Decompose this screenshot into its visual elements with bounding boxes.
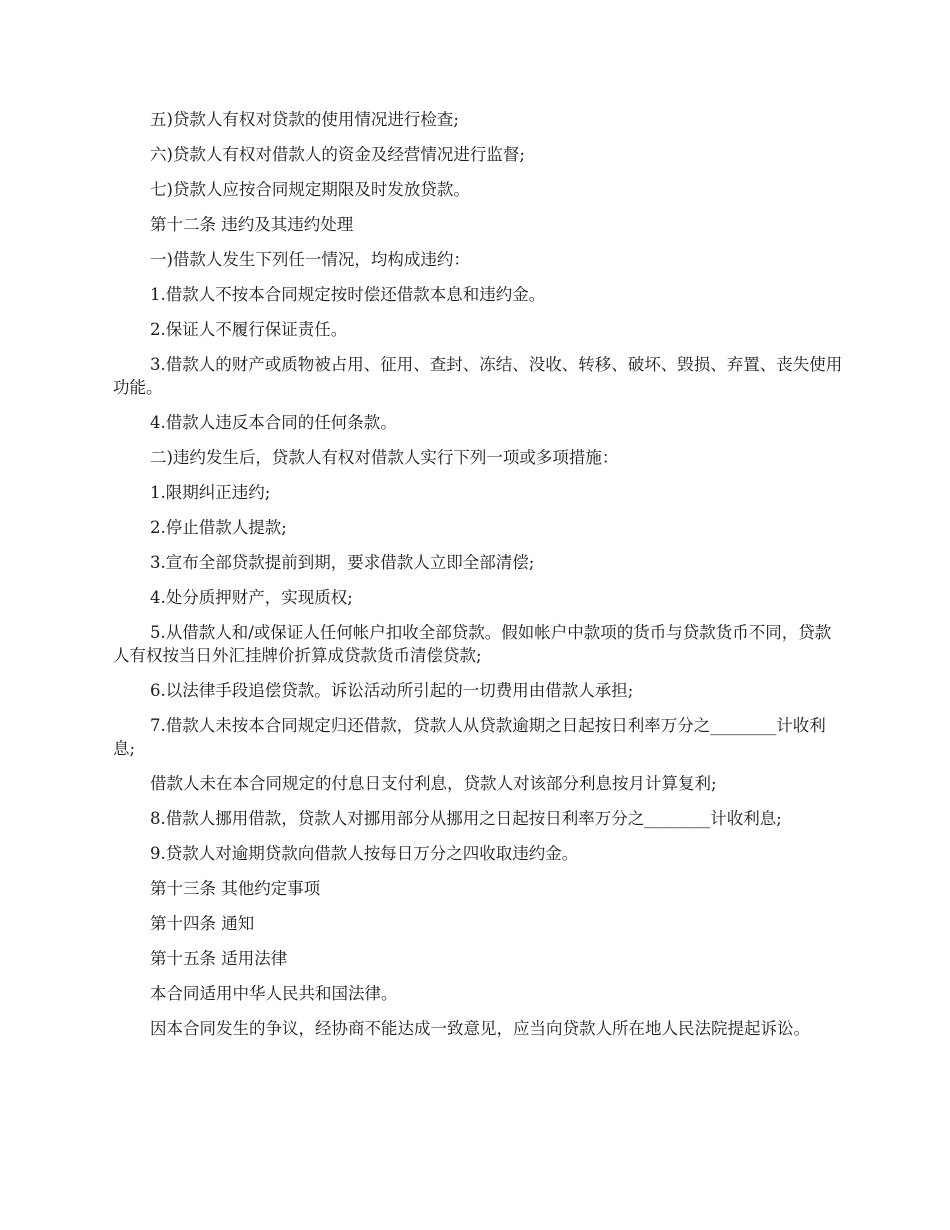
remedy-item-3: 3.宣布全部贷款提前到期，要求借款人立即全部清偿; <box>150 553 535 572</box>
remedy-item-6: 6.以法律手段追偿贷款。诉讼活动所引起的一切费用由借款人承担; <box>150 681 634 700</box>
remedy-item-4: 4.处分质押财产，实现质权; <box>150 588 353 607</box>
default-item-3: 3.借款人的财产或质物被占用、征用、查封、冻结、没收、转移、破坏、毁损、弃置、丧失使用功能。 <box>113 355 843 397</box>
default-item-1: 1.借款人不按本合同规定按时偿还借款本息和违约金。 <box>150 285 546 304</box>
paragraph-lender-inspect-right: 五)贷款人有权对贷款的使用情况进行检查; <box>150 110 459 129</box>
article-13-heading: 第十三条 其他约定事项 <box>150 879 321 898</box>
remedy-item-8: 8.借款人挪用借款，贷款人对挪用部分从挪用之日起按日利率万分之________计收利息; <box>150 809 782 828</box>
default-item-4: 4.借款人违反本合同的任何条款。 <box>150 413 397 432</box>
paragraph-lender-disburse-duty: 七)贷款人应按合同规定期限及时发放贷款。 <box>150 180 470 199</box>
paragraph-lender-supervise-right: 六)贷款人有权对借款人的资金及经营情况进行监督; <box>150 145 525 164</box>
article-14-heading: 第十四条 通知 <box>150 914 255 933</box>
paragraph-compound-interest: 借款人未在本合同规定的付息日支付利息，贷款人对该部分利息按月计算复利; <box>150 774 717 793</box>
article-12-heading: 第十二条 违约及其违约处理 <box>150 215 354 234</box>
paragraph-remedies-intro: 二)违约发生后，贷款人有权对借款人实行下列一项或多项措施： <box>150 448 619 467</box>
remedy-item-5: 5.从借款人和/或保证人任何帐户扣收全部贷款。假如帐户中款项的货币与贷款货币不同，贷款人有权按当日外汇挂牌价折算成贷款货币清偿贷款; <box>113 623 832 665</box>
document-body <box>113 108 843 1052</box>
default-item-2: 2.保证人不履行保证责任。 <box>150 320 348 339</box>
remedy-item-7: 7.借款人未按本合同规定归还借款，贷款人从贷款逾期之日起按日利率万分之________计收利息; <box>113 716 826 758</box>
remedy-item-2: 2.停止借款人提款; <box>150 518 287 537</box>
paragraph-governing-law: 本合同适用中华人民共和国法律。 <box>150 984 398 1003</box>
remedy-item-1: 1.限期纠正违约; <box>150 483 271 502</box>
paragraph-default-conditions-intro: 一)借款人发生下列任一情况，均构成违约： <box>150 250 470 269</box>
article-15-heading: 第十五条 适用法律 <box>150 949 288 968</box>
paragraph-dispute-resolution: 因本合同发生的争议，经协商不能达成一致意见，应当向贷款人所在地人民法院提起诉讼。 <box>150 1019 810 1038</box>
remedy-item-9: 9.贷款人对逾期贷款向借款人按每日万分之四收取违约金。 <box>150 844 579 863</box>
